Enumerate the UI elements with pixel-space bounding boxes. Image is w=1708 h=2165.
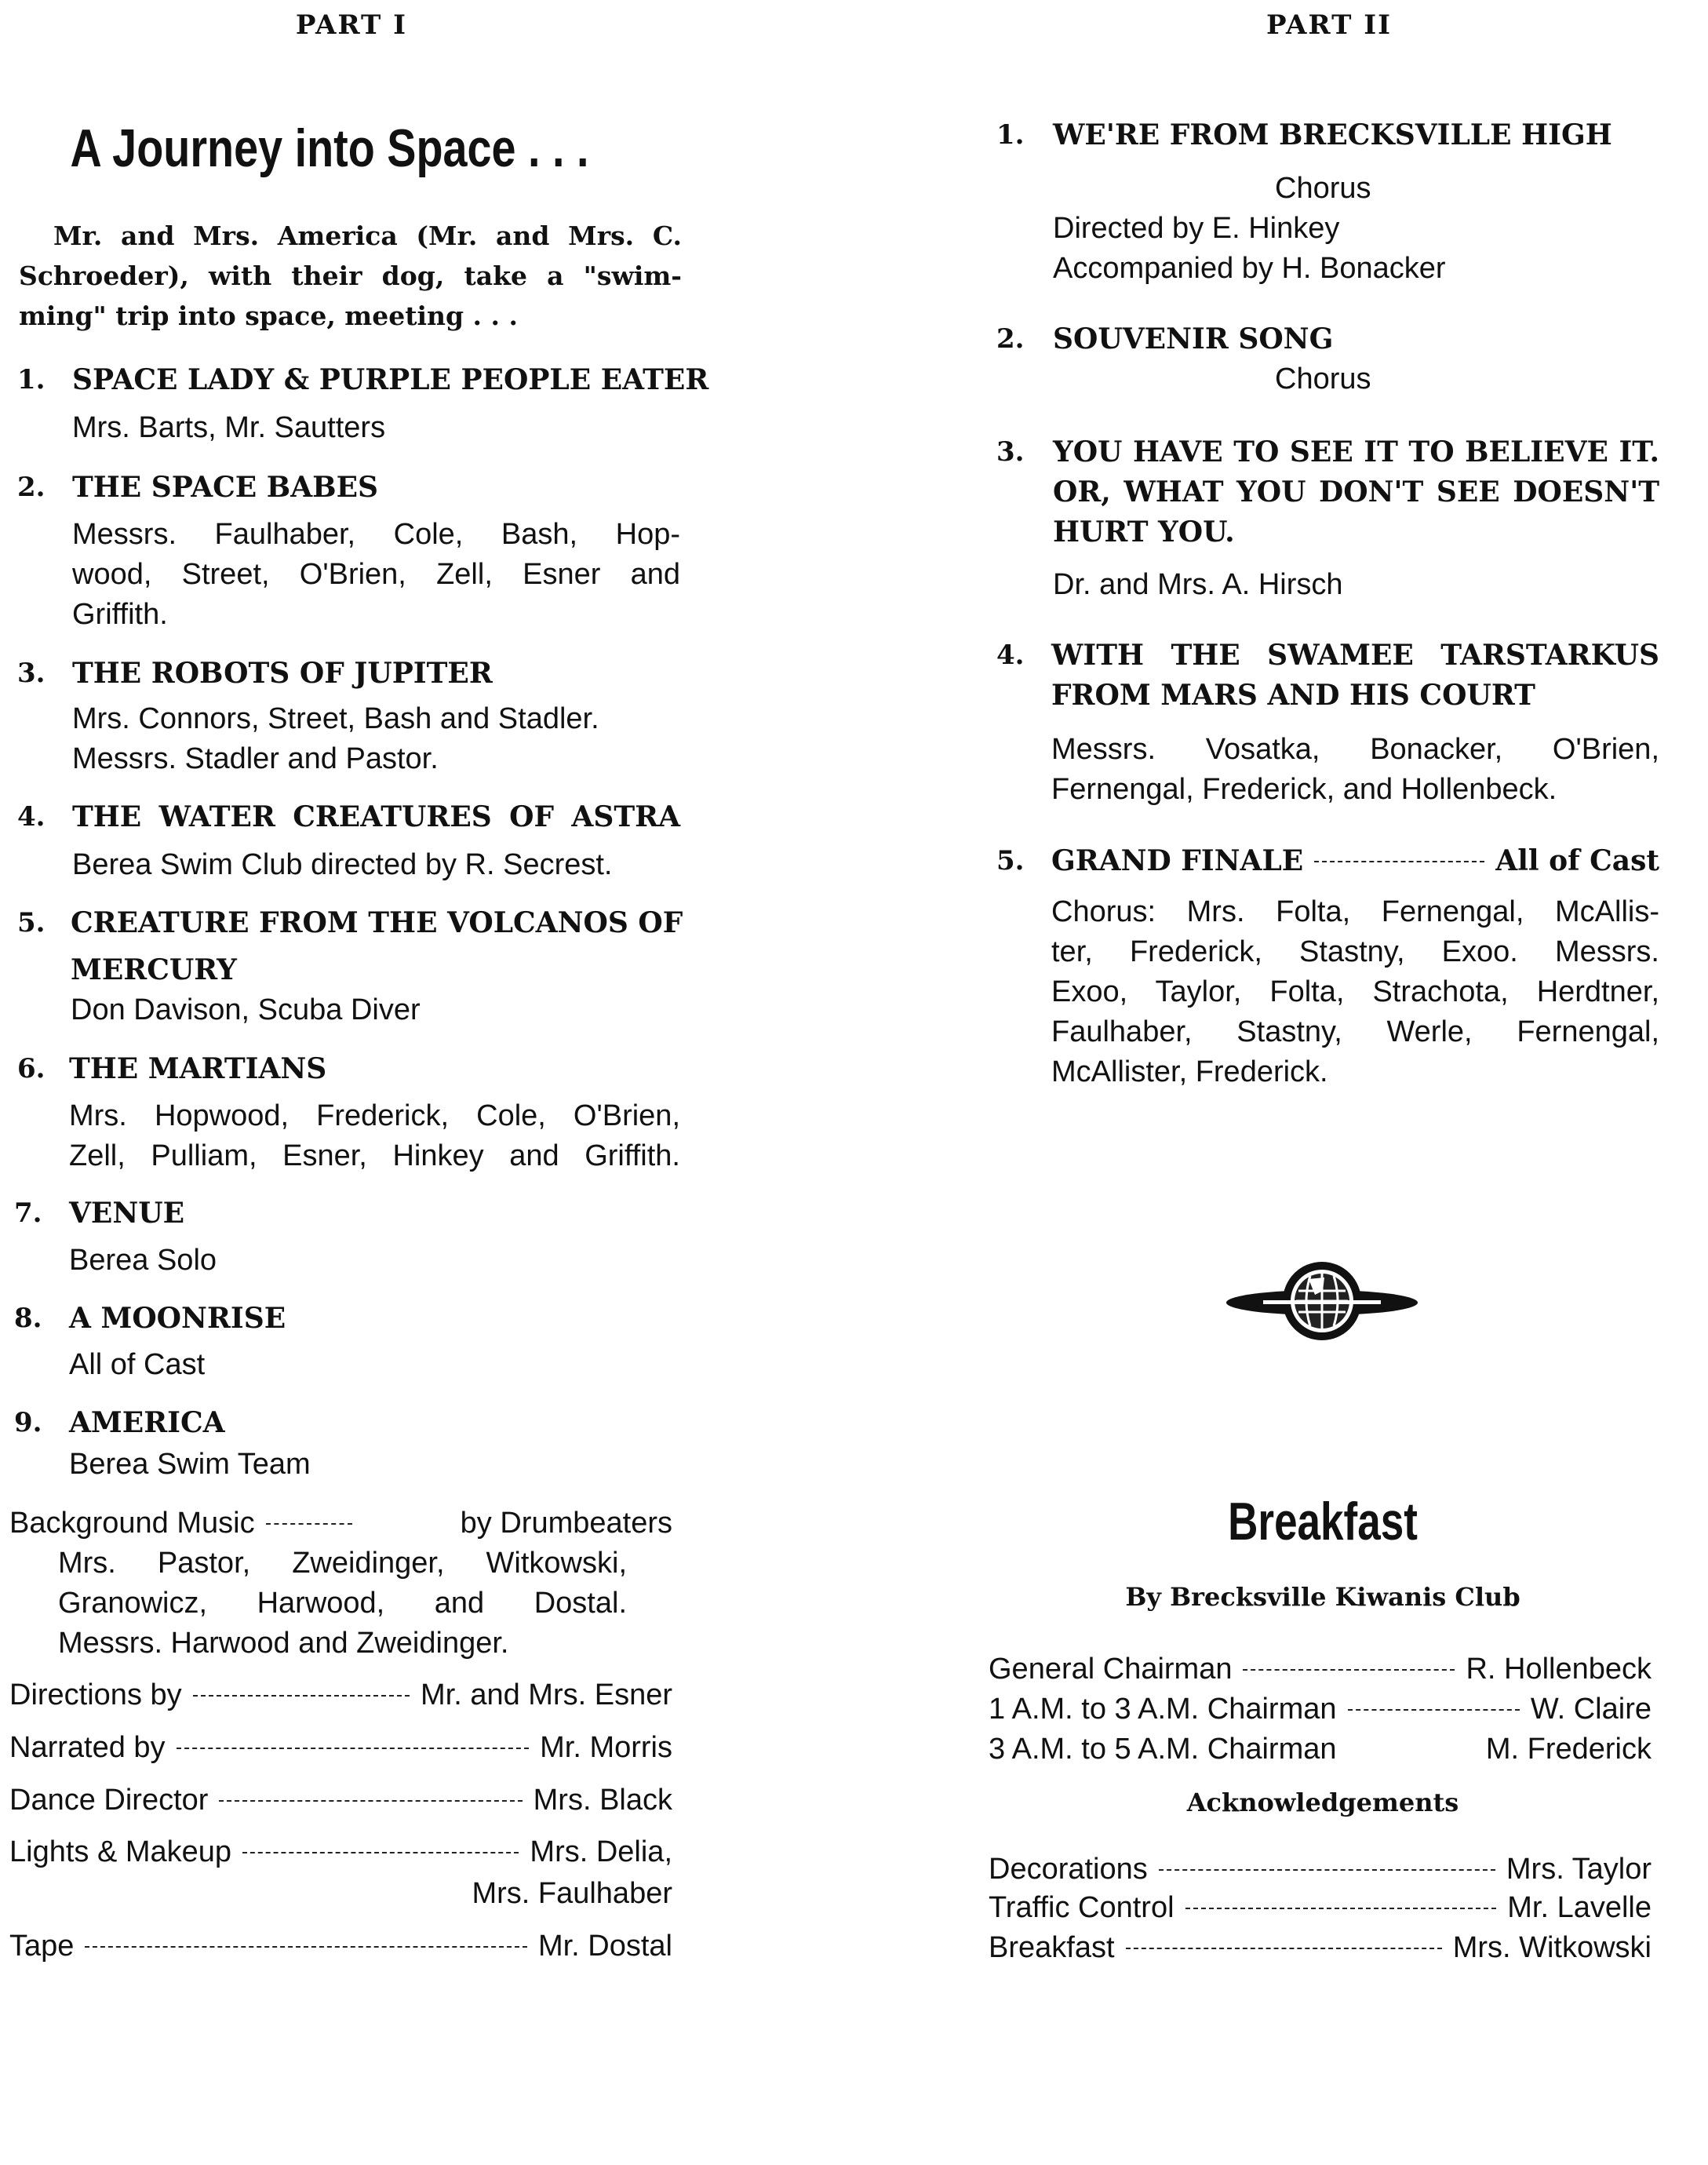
- item-title: A MOONRISE: [69, 1302, 286, 1335]
- breakfast-title: Breakfast: [1228, 1492, 1418, 1551]
- item-number: 1.: [17, 364, 46, 395]
- ack-label: Decorations: [989, 1853, 1148, 1886]
- item-title: YOU HAVE TO SEE IT TO BELIEVE IT.: [1053, 436, 1659, 468]
- credit-value: Mrs. Faulhaber: [472, 1877, 672, 1910]
- item-number: 4.: [996, 640, 1025, 671]
- program-item: [17, 903, 683, 1030]
- item-cast: ter, Frederick, Stastny, Exoo. Messrs.: [1051, 935, 1659, 968]
- intro-line: Schroeder), with their dog, take a "swim-: [19, 261, 682, 291]
- item-subtitle: Chorus: [1275, 363, 1371, 395]
- cast-line: Granowicz, Harwood, and Dostal.: [58, 1587, 627, 1620]
- item-title: VENUE: [69, 1197, 185, 1230]
- item-title: HURT YOU.: [1053, 516, 1235, 549]
- item-cast: Griffith.: [72, 598, 168, 631]
- item-cast: Dr. and Mrs. A. Hirsch: [1053, 568, 1343, 601]
- item-cast: Messrs. Stadler and Pastor.: [72, 742, 439, 775]
- item-number: 2.: [996, 323, 1025, 355]
- program-item: [17, 468, 680, 635]
- credit-value: by Drumbeaters: [460, 1507, 672, 1540]
- credit-row: [9, 1832, 672, 1872]
- item-title: OR, WHAT YOU DON'T SEE DOESN'T: [1053, 476, 1659, 508]
- breakfast-host: By Brecksville Kiwanis Club: [1125, 1582, 1520, 1612]
- chair-row: [989, 1689, 1652, 1729]
- leader-dots: [1126, 1948, 1442, 1949]
- item-title: SPACE LADY & PURPLE PEOPLE EATER: [72, 363, 709, 396]
- leader-dots: [85, 1946, 527, 1948]
- item-cast: Accompanied by H. Bonacker: [1053, 252, 1446, 285]
- program-item: [17, 360, 709, 448]
- item-number: 5.: [17, 907, 46, 939]
- credit-value: Mr. Dostal: [537, 1930, 672, 1963]
- program-item: [996, 636, 1659, 810]
- program-title: A Journey into Space . . .: [70, 118, 589, 178]
- ack-label: Breakfast: [989, 1931, 1115, 1964]
- leader-dots: [177, 1748, 530, 1749]
- credit-label: Directions by: [9, 1678, 182, 1711]
- item-title: SOUVENIR SONG: [1053, 323, 1334, 355]
- item-cast: Mrs. Barts, Mr. Sautters: [72, 411, 386, 444]
- credit-value: Mr. Morris: [540, 1731, 672, 1764]
- ack-value: Mrs. Witkowski: [1452, 1931, 1652, 1964]
- item-title: MERCURY: [71, 953, 237, 986]
- program-item: [996, 841, 1659, 1092]
- program-item: [14, 1299, 677, 1385]
- credit-row: [9, 1675, 672, 1715]
- item-title: THE WATER CREATURES OF ASTRA: [72, 800, 680, 833]
- intro-line: Mr. and Mrs. America (Mr. and Mrs. C.: [53, 221, 682, 251]
- item-cast: Berea Solo: [69, 1244, 217, 1277]
- cast-line: Mrs. Pastor, Zweidinger, Witkowski,: [58, 1547, 627, 1580]
- acknowledgements-title: Acknowledgements: [1186, 1788, 1459, 1817]
- ack-label: Traffic Control: [989, 1891, 1174, 1924]
- item-number: 8.: [14, 1303, 42, 1334]
- leader-dots: [266, 1523, 352, 1525]
- program-item: [17, 1049, 680, 1176]
- program-item: [996, 432, 1659, 605]
- item-cast: Faulhaber, Stastny, Werle, Fernengal,: [1051, 1015, 1659, 1048]
- credit-label: Background Music: [9, 1507, 255, 1540]
- credit-row: [9, 1926, 672, 1966]
- item-cast: All of Cast: [69, 1348, 206, 1381]
- item-cast: Directed by E. Hinkey: [1053, 212, 1340, 245]
- program-item: [996, 319, 1659, 399]
- leader-dots: [242, 1852, 519, 1853]
- item-number: 6.: [17, 1053, 46, 1084]
- leader-dots: [1159, 1869, 1495, 1871]
- item-number: 9.: [14, 1407, 42, 1438]
- leader-dots: [219, 1800, 522, 1802]
- chair-value: R. Hollenbeck: [1466, 1653, 1652, 1686]
- program-item: [14, 1403, 677, 1485]
- credit-label: Narrated by: [9, 1731, 166, 1764]
- program-item: [996, 115, 1659, 289]
- ack-row: [989, 1850, 1652, 1890]
- item-cast: Messrs. Vosatka, Bonacker, O'Brien,: [1051, 733, 1659, 766]
- credit-background-music: [9, 1503, 672, 1544]
- item-cast: Chorus: Mrs. Folta, Fernengal, McAllis-: [1051, 895, 1659, 928]
- credit-value: Mr. and Mrs. Esner: [421, 1678, 672, 1711]
- credit-label: Tape: [9, 1930, 75, 1963]
- item-cast: Exoo, Taylor, Folta, Strachota, Herdtner,: [1051, 975, 1659, 1008]
- credit-value: Mrs. Black: [533, 1784, 672, 1817]
- item-cast: Messrs. Faulhaber, Cole, Bash, Hop-: [72, 518, 680, 551]
- intro-paragraph: [19, 216, 682, 336]
- chair-label: 1 A.M. to 3 A.M. Chairman: [989, 1693, 1337, 1726]
- item-cast: Don Davison, Scuba Diver: [71, 993, 421, 1026]
- part-two-label: PART II: [1266, 9, 1393, 41]
- item-number: 3.: [17, 658, 46, 689]
- credit-label: Lights & Makeup: [9, 1835, 232, 1868]
- credit-row: [9, 1780, 672, 1821]
- program-item: [14, 1194, 677, 1281]
- item-title: CREATURE FROM THE VOLCANOS OF: [71, 906, 683, 939]
- item-title: GRAND FINALE: [1051, 844, 1304, 877]
- item-number: 3.: [996, 436, 1025, 468]
- item-cast: wood, Street, O'Brien, Zell, Esner and: [72, 558, 680, 591]
- background-music-names: [58, 1544, 627, 1664]
- item-cast: McAllister, Frederick.: [1051, 1055, 1328, 1088]
- item-title: THE ROBOTS OF JUPITER: [72, 657, 493, 690]
- leader-dots: [1348, 1709, 1520, 1711]
- ack-row: [989, 1928, 1652, 1968]
- ack-value: Mrs. Taylor: [1506, 1853, 1652, 1886]
- ack-value: Mr. Lavelle: [1507, 1891, 1652, 1924]
- program-item: [17, 654, 680, 779]
- credit-value: Mrs. Delia,: [530, 1835, 672, 1868]
- chair-label: General Chairman: [989, 1653, 1233, 1686]
- item-title: THE MARTIANS: [69, 1052, 327, 1085]
- item-title: THE SPACE BABES: [72, 471, 379, 504]
- chair-row: [989, 1649, 1652, 1689]
- leader-dots: [193, 1695, 410, 1697]
- chair-value: M. Frederick: [1485, 1733, 1652, 1766]
- cast-line: Messrs. Harwood and Zweidinger.: [58, 1627, 509, 1660]
- item-number: 5.: [996, 845, 1025, 877]
- ack-row: [989, 1888, 1652, 1928]
- chair-label: 3 A.M. to 5 A.M. Chairman: [989, 1733, 1337, 1766]
- item-cast: Berea Swim Club directed by R. Secrest.: [72, 848, 613, 881]
- item-cast: Mrs. Hopwood, Frederick, Cole, O'Brien,: [69, 1099, 680, 1132]
- item-subtitle: Chorus: [1275, 172, 1371, 205]
- item-number: 4.: [17, 801, 46, 833]
- part-one-label: PART I: [295, 9, 408, 41]
- item-title: AMERICA: [69, 1406, 225, 1439]
- globe-logo-icon: [1224, 1248, 1420, 1354]
- item-cast: Fernengal, Frederick, and Hollenbeck.: [1051, 773, 1557, 806]
- leader-dots: [1185, 1908, 1497, 1909]
- item-cast: Mrs. Connors, Street, Bash and Stadler.: [72, 702, 599, 735]
- chair-value: W. Claire: [1530, 1693, 1652, 1726]
- program-item: [17, 797, 680, 885]
- leader-dots: [1314, 861, 1484, 862]
- credit-row: [9, 1728, 672, 1768]
- credit-label: Dance Director: [9, 1784, 209, 1817]
- item-number: 7.: [14, 1197, 42, 1229]
- item-title: FROM MARS AND HIS COURT: [1051, 679, 1535, 712]
- chair-row: [989, 1729, 1652, 1770]
- item-number: 2.: [17, 472, 46, 503]
- item-title: WITH THE SWAMEE TARSTARKUS: [1051, 639, 1659, 672]
- item-cast: Zell, Pulliam, Esner, Hinkey and Griffith.: [69, 1139, 680, 1172]
- intro-line: ming" trip into space, meeting . . .: [19, 301, 518, 331]
- leader-dots: [1243, 1669, 1455, 1671]
- item-cast: Berea Swim Team: [69, 1448, 311, 1481]
- item-number: 1.: [996, 119, 1025, 151]
- item-title: WE'RE FROM BRECKSVILLE HIGH: [1053, 118, 1612, 151]
- item-title-value: All of Cast: [1495, 844, 1659, 877]
